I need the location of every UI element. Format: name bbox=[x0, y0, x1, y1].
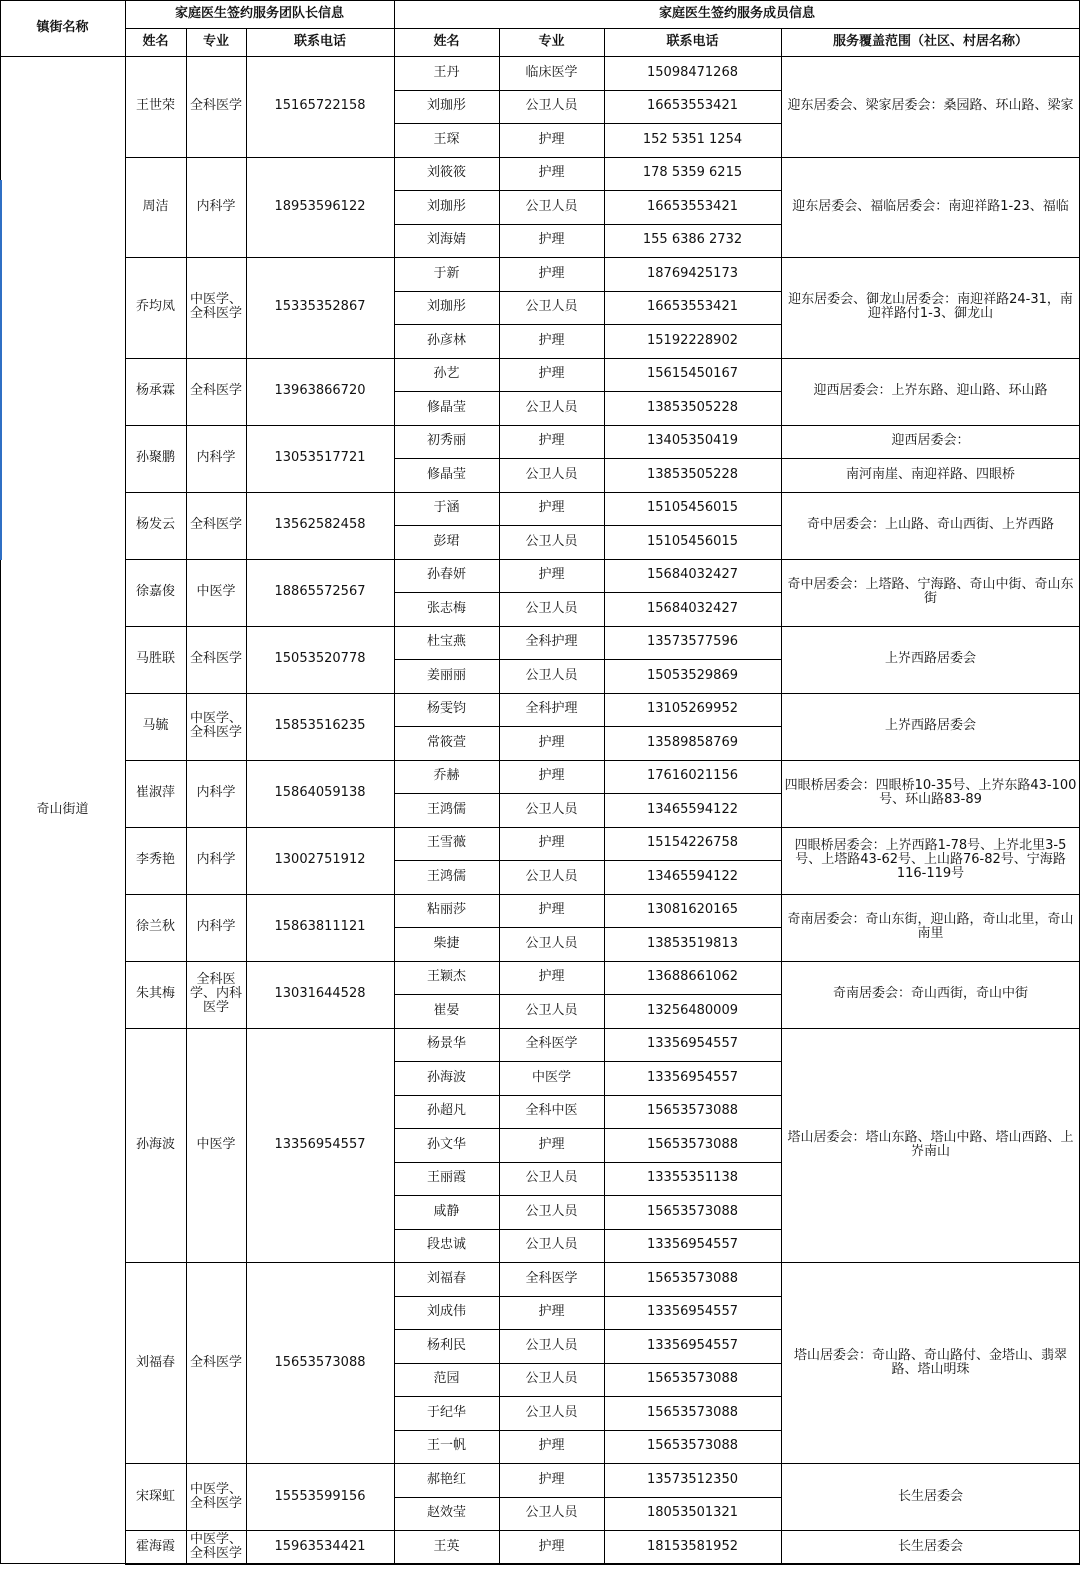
header-leader-col: 联系电话 bbox=[293, 34, 346, 49]
member-phone: 13356954557 bbox=[647, 1304, 738, 1320]
grid-line bbox=[125, 1564, 1080, 1565]
leader-specialty: 中医学、全科医学 bbox=[189, 292, 242, 322]
member-phone: 18053501321 bbox=[647, 1505, 738, 1521]
coverage-area: 奇南居委会：奇山东街，迎山路，奇山北里，奇山南里 bbox=[787, 912, 1074, 941]
member-specialty: 公卫人员 bbox=[525, 801, 578, 817]
member-specialty: 护理 bbox=[538, 1136, 565, 1152]
member-specialty: 护理 bbox=[538, 1438, 565, 1454]
member-name: 杜宝燕 bbox=[426, 634, 466, 650]
member-specialty: 护理 bbox=[538, 734, 565, 750]
member-phone: 17616021156 bbox=[647, 768, 738, 784]
coverage-area: 奇南居委会：奇山西街，奇山中街 bbox=[832, 986, 1028, 1001]
member-specialty: 公卫人员 bbox=[525, 1505, 578, 1521]
member-name: 于新 bbox=[433, 265, 460, 281]
member-specialty: 护理 bbox=[538, 131, 565, 147]
member-specialty: 护理 bbox=[538, 902, 565, 918]
member-phone: 13465594122 bbox=[647, 868, 738, 884]
member-phone: 16653553421 bbox=[647, 98, 738, 114]
header-town: 镇街名称 bbox=[36, 20, 89, 35]
coverage-area: 迎东居委会、御龙山居委会：南迎祥路24-31，南迎祥路付1-3、御龙山 bbox=[788, 292, 1073, 322]
leader-name: 乔均凤 bbox=[135, 299, 175, 315]
header-leader-col: 姓名 bbox=[142, 34, 169, 49]
member-phone: 13853505228 bbox=[647, 466, 738, 482]
member-phone: 13589858769 bbox=[647, 734, 738, 750]
member-name: 于纪华 bbox=[426, 1404, 466, 1420]
leader-name: 马胜联 bbox=[135, 651, 175, 666]
leader-name: 杨承霖 bbox=[135, 383, 175, 398]
member-phone: 13256480009 bbox=[647, 1002, 738, 1018]
coverage-area: 迎东居委会、梁家居委会：桑园路、环山路、梁家 bbox=[787, 98, 1074, 114]
leader-phone: 13002751912 bbox=[274, 852, 366, 867]
leader-name: 马毓 bbox=[142, 718, 169, 733]
member-name: 郝艳红 bbox=[426, 1471, 466, 1487]
member-phone: 13355351138 bbox=[647, 1170, 738, 1186]
member-specialty: 护理 bbox=[538, 835, 565, 851]
member-name: 刘成伟 bbox=[426, 1304, 466, 1320]
member-specialty: 护理 bbox=[538, 165, 565, 181]
leader-specialty: 全科医学 bbox=[189, 517, 242, 532]
leader-phone: 13356954557 bbox=[274, 1136, 366, 1152]
member-specialty: 护理 bbox=[538, 1471, 565, 1487]
member-specialty: 临床医学 bbox=[525, 64, 578, 80]
member-name: 柴捷 bbox=[433, 935, 460, 951]
member-phone: 15653573088 bbox=[647, 1404, 738, 1420]
leader-name: 宋琛虹 bbox=[135, 1488, 175, 1504]
member-phone: 15653573088 bbox=[647, 1270, 738, 1286]
member-name: 刘福春 bbox=[426, 1270, 466, 1286]
header-member-col: 联系电话 bbox=[666, 34, 719, 49]
member-name: 赵效莹 bbox=[426, 1505, 466, 1521]
member-specialty: 公卫人员 bbox=[525, 600, 578, 616]
leader-specialty: 内科学 bbox=[196, 450, 236, 465]
member-name: 段忠诚 bbox=[426, 1237, 466, 1253]
leader-phone: 15963534421 bbox=[274, 1538, 366, 1554]
member-name: 杨景华 bbox=[426, 1036, 466, 1052]
member-specialty: 全科护理 bbox=[525, 701, 578, 717]
member-name: 王一帆 bbox=[426, 1438, 466, 1454]
grid-line bbox=[0, 0, 1080, 1]
member-phone: 155 6386 2732 bbox=[642, 232, 743, 248]
member-name: 王琛 bbox=[433, 131, 460, 147]
leader-phone: 13562582458 bbox=[274, 517, 366, 532]
member-phone: 13081620165 bbox=[647, 902, 738, 918]
member-phone: 13573512350 bbox=[647, 1471, 738, 1487]
leader-specialty: 中医学 bbox=[196, 1136, 236, 1152]
member-specialty: 公卫人员 bbox=[525, 299, 578, 315]
leader-phone: 13963866720 bbox=[274, 383, 366, 398]
leader-specialty: 全科医学 bbox=[189, 651, 242, 666]
member-phone: 13356954557 bbox=[647, 1036, 738, 1052]
member-name: 王鸿儒 bbox=[426, 868, 466, 884]
coverage-area: 四眼桥居委会：上岕西路1-78号、上岕北里3-5号、上塔路43-62号、上山路76-82号、宁海路116-119号 bbox=[794, 838, 1067, 881]
leader-name: 霍海霞 bbox=[135, 1538, 175, 1554]
member-specialty: 公卫人员 bbox=[525, 868, 578, 884]
member-phone: 15098471268 bbox=[647, 64, 738, 80]
member-specialty: 护理 bbox=[538, 366, 565, 382]
member-specialty: 公卫人员 bbox=[525, 1170, 578, 1186]
leader-phone: 15653573088 bbox=[274, 1354, 366, 1370]
leader-phone: 13031644528 bbox=[274, 986, 366, 1001]
leader-phone: 15864059138 bbox=[274, 785, 366, 800]
member-specialty: 公卫人员 bbox=[525, 1203, 578, 1219]
leader-specialty: 内科学 bbox=[196, 919, 236, 934]
member-phone: 13405350419 bbox=[647, 433, 738, 449]
member-name: 王鸿儒 bbox=[426, 801, 466, 817]
member-specialty: 护理 bbox=[538, 500, 565, 516]
header-member-col: 姓名 bbox=[433, 34, 460, 49]
member-phone: 15192228902 bbox=[647, 332, 738, 348]
member-specialty: 公卫人员 bbox=[525, 667, 578, 683]
leader-name: 周洁 bbox=[142, 198, 169, 214]
member-specialty: 护理 bbox=[538, 1304, 565, 1320]
leader-phone: 13053517721 bbox=[274, 450, 366, 465]
member-phone: 15653573088 bbox=[647, 1438, 738, 1454]
member-phone: 15105456015 bbox=[647, 500, 738, 516]
member-specialty: 公卫人员 bbox=[525, 1337, 578, 1353]
leader-name: 李秀艳 bbox=[135, 852, 175, 867]
leader-specialty: 内科学 bbox=[196, 785, 236, 800]
member-name: 修晶莹 bbox=[426, 399, 466, 415]
member-phone: 16653553421 bbox=[647, 299, 738, 315]
leader-specialty: 全科医学 bbox=[189, 1354, 242, 1370]
member-name: 崔晏 bbox=[433, 1002, 460, 1018]
leader-phone: 15335352867 bbox=[274, 299, 366, 315]
member-name: 姜丽丽 bbox=[426, 667, 466, 683]
member-specialty: 护理 bbox=[538, 768, 565, 784]
member-phone: 15154226758 bbox=[647, 835, 738, 851]
member-name: 粘丽莎 bbox=[426, 902, 466, 918]
member-specialty: 公卫人员 bbox=[525, 1371, 578, 1387]
member-name: 王英 bbox=[433, 1538, 460, 1554]
member-specialty: 公卫人员 bbox=[525, 98, 578, 114]
member-specialty: 中医学 bbox=[531, 1069, 571, 1085]
member-phone: 15615450167 bbox=[647, 366, 738, 382]
member-name: 孙彦林 bbox=[426, 332, 466, 348]
member-name: 王颖杰 bbox=[426, 969, 466, 985]
member-phone: 15053529869 bbox=[647, 667, 738, 683]
header-leader-col: 专业 bbox=[202, 34, 229, 49]
leader-specialty: 内科学 bbox=[196, 198, 236, 214]
coverage-area: 奇中居委会：上山路、奇山西街、上岕西路 bbox=[806, 517, 1054, 532]
header-leader-group: 家庭医生签约服务团队长信息 bbox=[174, 6, 344, 21]
member-name: 王丽霞 bbox=[426, 1170, 466, 1186]
member-name: 张志梅 bbox=[426, 600, 466, 616]
member-specialty: 公卫人员 bbox=[525, 1237, 578, 1253]
member-name: 范园 bbox=[433, 1371, 460, 1387]
member-name: 孙超凡 bbox=[426, 1103, 466, 1119]
member-name: 王雪薇 bbox=[426, 835, 466, 851]
member-specialty: 全科护理 bbox=[525, 634, 578, 650]
member-phone: 152 5351 1254 bbox=[642, 131, 743, 147]
member-name: 孙文华 bbox=[426, 1136, 466, 1152]
coverage-area: 迎东居委会、福临居委会：南迎祥路1-23、福临 bbox=[792, 198, 1069, 214]
leader-name: 王世荣 bbox=[135, 98, 175, 114]
leader-name: 徐兰秋 bbox=[135, 919, 175, 934]
grid-line bbox=[0, 56, 125, 57]
leader-name: 徐嘉俊 bbox=[135, 584, 175, 599]
member-name: 于涵 bbox=[433, 500, 460, 516]
coverage-area: 塔山居委会：塔山东路、塔山中路、塔山西路、上岕南山 bbox=[787, 1129, 1074, 1159]
leader-name: 孙海波 bbox=[135, 1136, 175, 1152]
member-phone: 13853505228 bbox=[647, 399, 738, 415]
leader-specialty: 全科医学、内科医学 bbox=[189, 972, 242, 1015]
member-specialty: 护理 bbox=[538, 1538, 565, 1554]
member-phone: 18153581952 bbox=[647, 1538, 738, 1554]
member-specialty: 全科中医 bbox=[525, 1103, 578, 1119]
leader-phone: 18953596122 bbox=[274, 198, 366, 214]
coverage-area: 上岕西路居委会 bbox=[884, 718, 976, 733]
member-specialty: 公卫人员 bbox=[525, 1404, 578, 1420]
member-name: 刘珈彤 bbox=[426, 299, 466, 315]
member-name: 刘珈彤 bbox=[426, 98, 466, 114]
leader-specialty: 中医学、全科医学 bbox=[189, 1531, 242, 1561]
member-phone: 16653553421 bbox=[647, 198, 738, 214]
member-specialty: 护理 bbox=[538, 969, 565, 985]
leader-name: 朱其梅 bbox=[135, 986, 175, 1001]
member-phone: 13853519813 bbox=[647, 935, 738, 951]
member-specialty: 公卫人员 bbox=[525, 399, 578, 415]
coverage-area: 上岕西路居委会 bbox=[884, 651, 976, 666]
member-phone: 13573577596 bbox=[647, 634, 738, 650]
header-member-col: 服务覆盖范围（社区、村居名称） bbox=[832, 34, 1028, 49]
member-phone: 13465594122 bbox=[647, 801, 738, 817]
member-name: 孙海波 bbox=[426, 1069, 466, 1085]
selection-accent bbox=[0, 180, 2, 560]
member-specialty: 公卫人员 bbox=[525, 198, 578, 214]
member-name: 孙春妍 bbox=[426, 567, 466, 583]
member-specialty: 全科医学 bbox=[525, 1036, 578, 1052]
coverage-area: 迎西居委会： bbox=[891, 433, 970, 449]
leader-specialty: 内科学 bbox=[196, 852, 236, 867]
member-name: 杨利民 bbox=[426, 1337, 466, 1353]
member-specialty: 公卫人员 bbox=[525, 1002, 578, 1018]
header-member-col: 专业 bbox=[538, 34, 565, 49]
member-phone: 15684032427 bbox=[647, 600, 738, 616]
member-name: 杨雯钧 bbox=[426, 701, 466, 717]
member-specialty: 护理 bbox=[538, 265, 565, 281]
member-name: 刘珈彤 bbox=[426, 198, 466, 214]
member-specialty: 护理 bbox=[538, 332, 565, 348]
leader-specialty: 全科医学 bbox=[189, 383, 242, 398]
member-phone: 13356954557 bbox=[647, 1069, 738, 1085]
member-phone: 178 5359 6215 bbox=[642, 165, 743, 181]
member-phone: 15653573088 bbox=[647, 1136, 738, 1152]
coverage-area: 奇中居委会：上塔路、宁海路、奇山中街、奇山东街 bbox=[787, 577, 1074, 606]
leader-specialty: 中医学 bbox=[196, 584, 236, 599]
member-name: 乔赫 bbox=[433, 768, 460, 784]
grid-line bbox=[0, 1563, 1080, 1564]
leader-phone: 15853516235 bbox=[274, 718, 366, 733]
leader-name: 杨发云 bbox=[135, 517, 175, 532]
grid-line bbox=[125, 28, 1080, 29]
member-name: 刘筱筱 bbox=[426, 165, 466, 181]
member-name: 咸静 bbox=[433, 1203, 460, 1219]
leader-phone: 15863811121 bbox=[274, 919, 366, 934]
header-member-group: 家庭医生签约服务成员信息 bbox=[658, 6, 815, 21]
member-phone: 15653573088 bbox=[647, 1203, 738, 1219]
member-phone: 15653573088 bbox=[647, 1371, 738, 1387]
coverage-area: 迎西居委会：上岕东路、迎山路、环山路 bbox=[813, 383, 1048, 398]
member-name: 王丹 bbox=[433, 64, 460, 80]
member-phone: 18769425173 bbox=[647, 265, 738, 281]
member-specialty: 护理 bbox=[538, 232, 565, 248]
member-name: 孙艺 bbox=[433, 366, 460, 382]
leader-name: 孙聚鹏 bbox=[135, 450, 175, 465]
leader-specialty: 全科医学 bbox=[189, 98, 242, 114]
member-phone: 13356954557 bbox=[647, 1237, 738, 1253]
member-specialty: 公卫人员 bbox=[525, 935, 578, 951]
coverage-area: 长生居委会 bbox=[897, 1488, 963, 1504]
member-phone: 15684032427 bbox=[647, 567, 738, 583]
member-phone: 13356954557 bbox=[647, 1337, 738, 1353]
member-specialty: 护理 bbox=[538, 567, 565, 583]
leader-name: 刘福春 bbox=[135, 1354, 175, 1370]
member-specialty: 公卫人员 bbox=[525, 533, 578, 549]
leader-specialty: 中医学、全科医学 bbox=[189, 711, 242, 740]
member-phone: 15653573088 bbox=[647, 1103, 738, 1119]
member-name: 修晶莹 bbox=[426, 466, 466, 482]
town-name: 奇山街道 bbox=[36, 801, 89, 817]
leader-phone: 15553599156 bbox=[274, 1488, 366, 1504]
leader-phone: 15053520778 bbox=[274, 651, 366, 666]
member-name: 初秀丽 bbox=[426, 433, 466, 449]
member-phone: 15105456015 bbox=[647, 533, 738, 549]
coverage-area: 四眼桥居委会：四眼桥10-35号、上岕东路43-100号、环山路83-89 bbox=[784, 778, 1077, 807]
member-phone: 13688661062 bbox=[647, 969, 738, 985]
member-specialty: 护理 bbox=[538, 433, 565, 449]
leader-phone: 18865572567 bbox=[274, 584, 366, 599]
member-specialty: 公卫人员 bbox=[525, 466, 578, 482]
coverage-area: 塔山居委会：奇山路、奇山路付、金塔山、翡翠路、塔山明珠 bbox=[793, 1347, 1067, 1377]
member-specialty: 全科医学 bbox=[525, 1270, 578, 1286]
coverage-area: 长生居委会 bbox=[897, 1538, 963, 1554]
leader-name: 崔淑萍 bbox=[135, 785, 175, 800]
leader-phone: 15165722158 bbox=[274, 98, 366, 114]
member-phone: 13105269952 bbox=[647, 701, 738, 717]
coverage-area: 南河南崖、南迎祥路、四眼桥 bbox=[845, 466, 1015, 482]
leader-specialty: 中医学、全科医学 bbox=[189, 1481, 242, 1511]
member-name: 彭珺 bbox=[433, 533, 460, 549]
member-name: 刘海婧 bbox=[426, 232, 466, 248]
member-name: 常筱萱 bbox=[426, 734, 466, 750]
